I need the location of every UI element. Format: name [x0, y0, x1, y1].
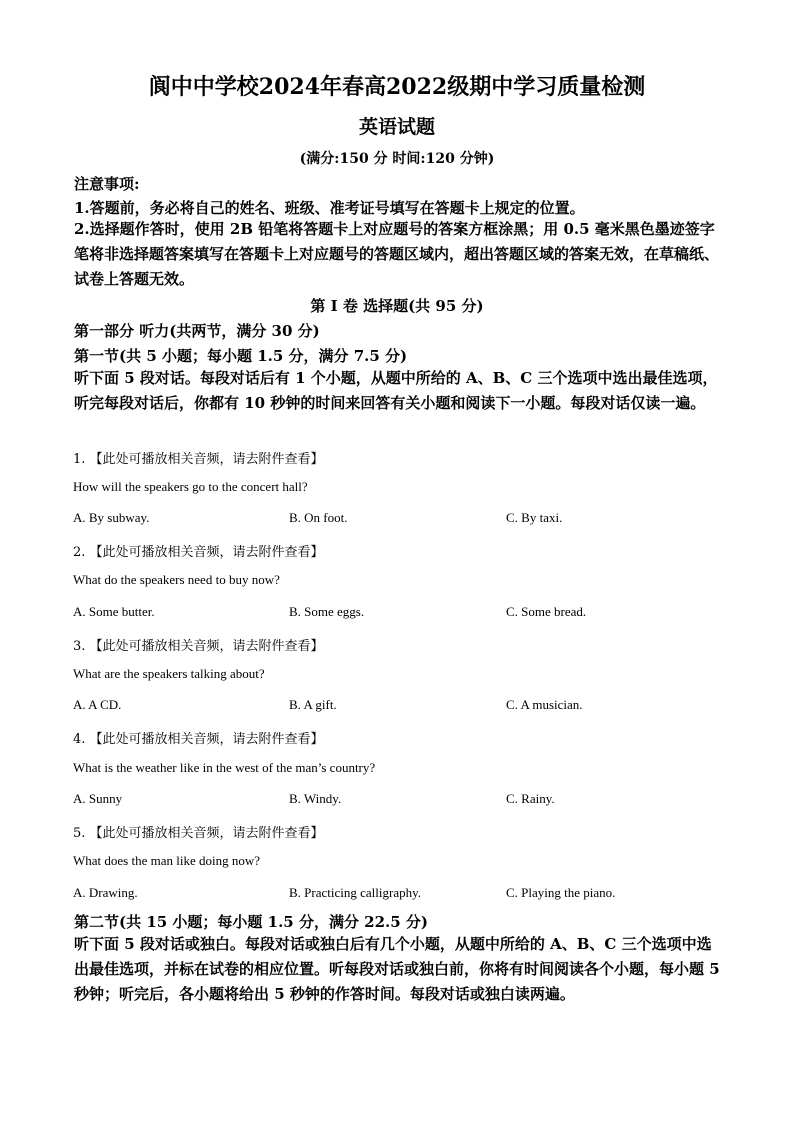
- question-5-option-a: A. Drawing.: [73, 885, 138, 900]
- volume-title: 第 I 卷 选择题(共 95 分): [310, 297, 484, 315]
- question-4-option-c: C. Rainy.: [506, 791, 555, 806]
- question-4-audio[interactable]: 4. 【此处可播放相关音频，请去附件查看】: [73, 732, 324, 747]
- question-2-text: What do the speakers need to buy now?: [73, 572, 280, 587]
- question-2-option-b: B. Some eggs.: [289, 604, 365, 619]
- exam-title: 阆中中学校2024年春高2022级期中学习质量检测: [148, 74, 646, 100]
- question-1-text: How will the speakers go to the concert hall?: [73, 479, 308, 494]
- question-5-option-c: C. Playing the piano.: [506, 885, 616, 900]
- section-2-instructions: 听下面 5 段对话或独白。每段对话或独白后有几个小题，从题中所给的 A、B、C 三个选项中选出最佳选项，并标在试卷的相应位置。听每段对话或独白前，你将有时间阅读各个小题，每小题 5 秒钟；听完后，各小题将给出 5 秒钟的作答时间。每段对话或独白读两遍。: [74, 935, 720, 1003]
- notice-item-1: 1.答题前，务必将自己的姓名、班级、准考证号填写在答题卡上规定的位置。: [74, 199, 585, 217]
- question-2-option-a: A. Some butter.: [73, 604, 155, 619]
- question-1-audio[interactable]: 1. 【此处可播放相关音频，请去附件查看】: [73, 452, 324, 467]
- section-2-title: 第二节(共 15 小题；每小题 1.5 分，满分 22.5 分): [74, 913, 429, 931]
- question-3-option-a: A. A CD.: [73, 697, 122, 712]
- question-4-option-a: A. Sunny: [73, 791, 123, 806]
- question-5-text: What does the man like doing now?: [73, 853, 261, 868]
- question-2-audio[interactable]: 2. 【此处可播放相关音频，请去附件查看】: [73, 545, 324, 560]
- section-1-instructions: 听下面 5 段对话。每段对话后有 1 个小题，从题中所给的 A、B、C 三个选项中选出最佳选项，听完每段对话后，你都有 10 秒钟的时间来回答有关小题和阅读下一小题。每段对话仅读一遍。: [74, 369, 718, 412]
- question-5-audio[interactable]: 5. 【此处可播放相关音频，请去附件查看】: [73, 826, 324, 841]
- question-2-option-c: C. Some bread.: [506, 604, 587, 619]
- question-3-option-b: B. A gift.: [289, 697, 337, 712]
- question-5-option-b: B. Practicing calligraphy.: [289, 885, 422, 900]
- notice-heading: 注意事项:: [74, 175, 140, 193]
- question-1-option-c: C. By taxi.: [506, 510, 563, 525]
- question-1-option-b: B. On foot.: [289, 510, 348, 525]
- part-1-title: 第一部分 听力(共两节，满分 30 分): [74, 322, 320, 340]
- question-3-option-c: C. A musician.: [506, 697, 583, 712]
- question-3-audio[interactable]: 3. 【此处可播放相关音频，请去附件查看】: [73, 639, 324, 654]
- question-1-option-a: A. By subway.: [73, 510, 150, 525]
- question-4-text: What is the weather like in the west of the man’s country?: [73, 760, 376, 775]
- section-1-title: 第一节(共 5 小题；每小题 1.5 分，满分 7.5 分): [74, 347, 408, 365]
- exam-meta: (满分:150 分 时间:120 分钟): [299, 151, 495, 167]
- notice-item-2: 2.选择题作答时，使用 2B 铅笔将答题卡上对应题号的答案方框涂黑；用 0.5 毫米黑色墨迹签字笔将非选择题答案填写在答题卡上对应题号的答题区域内，超出答题区域的答案无效，在草稿纸、试卷上答题无效。: [74, 220, 720, 288]
- question-4-option-b: B. Windy.: [289, 791, 342, 806]
- exam-subtitle: 英语试题: [358, 116, 435, 138]
- question-3-text: What are the speakers talking about?: [73, 666, 265, 681]
